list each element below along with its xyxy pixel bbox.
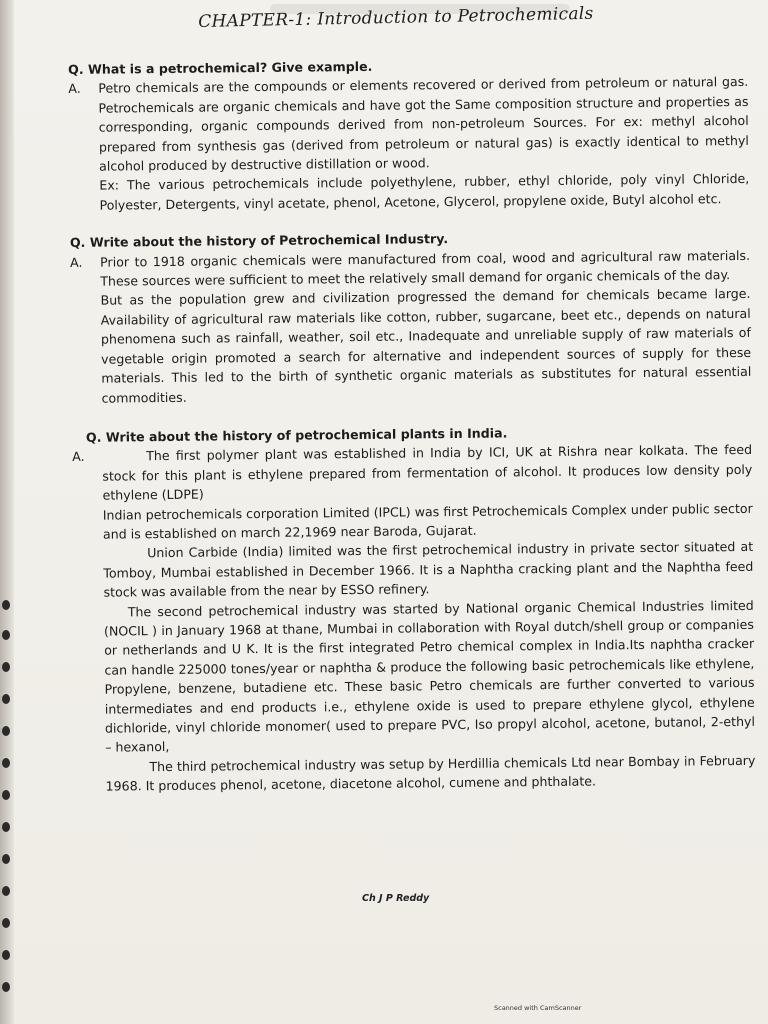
answer-paragraph: The second petrochemical industry was started by National organic Chemical Industries limited (NOCIL ) in January 1968 at thane, Mumbai in collaboration with Royal dutch/shell group or companies or netherlands and U K. It is the first integrated Petro chemical complex in India.Its naphtha cracker can handle 225000 tones/year or naphtha & produce the following basic petrochemicals like ethylene, Propylene, benzene, butadiene etc. These basic Petro chemicals are further converted to various intermediates and end products i.e., ethylene oxide is used to prepare ethylene glycol, ethylene dichloride, vinyl chloride monomer( used to prepare PVC, Iso propyl alcohol, acetone, butanol, 2-ethyl – hexanol, (103, 597, 756, 756)
answer-block (68, 72, 749, 215)
document-body (68, 53, 756, 797)
answer-paragraph: But as the population grew and civilization progressed the demand for chemicals became large. Availability of agricultural raw materials like cotton, rubber, sugarcane, beet etc., depends on natural phenomena such as rainfall, weather, soil etc., Inadequate and unreliable supply of raw materials of vegetable origin promoted a search for alternative and independent sources of supply for these materials. This led to the birth of synthetic organic materials as substitutes for natural essential commodities. (100, 286, 752, 406)
answer-paragraph: Prior to 1918 organic chemicals were manufactured from coal, wood and agricultural raw materials. These sources were sufficient to meet the relatively small demand for organic chemicals of the day. (100, 247, 751, 289)
answer-paragraph: Ex: The various petrochemicals include polyethylene, rubber, ethyl chloride, poly vinyl Chloride, Polyester, Detergents, vinyl acetate, phenol, Acetone, Glycerol, propylene oxide, Butyl alcohol etc. (99, 171, 750, 213)
question-heading: Q. Write about the history of Petrochemical Industry. (69, 231, 449, 251)
answer-paragraph: The first polymer plant was established in India by ICI, UK at Rishra near kolkata. The feed stock for this plant is ethylene prepared from fermentation of alcohol. It produces low density poly ethylene (LDPE) (102, 442, 753, 503)
answer-label: A. (72, 449, 85, 465)
question-heading: Q. What is a petrochemical? Give example. (68, 58, 373, 77)
author-signature: Ch J P Reddy (362, 893, 430, 904)
answer-paragraph: Union Carbide (India) limited was the first petrochemical industry in private sector situated at Tomboy, Mumbai established in December 1966. It is a Naphtha cracking plant and the Naphtha feed stock was available from the near by ESSO refinery. (103, 539, 754, 600)
answer-label: A. (68, 81, 81, 97)
answer-block (72, 440, 756, 796)
answer-label: A. (70, 254, 83, 270)
answer-paragraph: Indian petrochemicals corporation Limited (IPCL) was first Petrochemicals Complex under public sector and is established on march 22,1969 near Baroda, Gujarat. (102, 500, 753, 542)
answer-block (70, 246, 752, 408)
question-heading: Q. Write about the history of petrochemical plants in India. (85, 425, 508, 445)
chapter-title: CHAPTER-1: Introduction to Petrochemicals (198, 3, 594, 32)
answer-paragraph: The third petrochemical industry was setup by Herdillia chemicals Ltd near Bombay in February 1968. It produces phenol, acetone, diacetone alcohol, cumene and phthalate. (105, 752, 756, 794)
scanner-watermark: Scanned with CamScanner (494, 1004, 582, 1012)
spiral-holes (2, 600, 12, 1020)
answer-paragraph: Petro chemicals are the compounds or elements recovered or derived from petroleum or natural gas. Petrochemicals are organic chemicals and have got the Same composition structure and properties as corresponding, organic compounds derived from non-petroleum Sources. For ex: methyl alcohol prepared from synthesis gas (derived from petroleum or natural gas) is exactly identical to methyl alcohol produced by destructive distillation or wood. (98, 74, 749, 174)
